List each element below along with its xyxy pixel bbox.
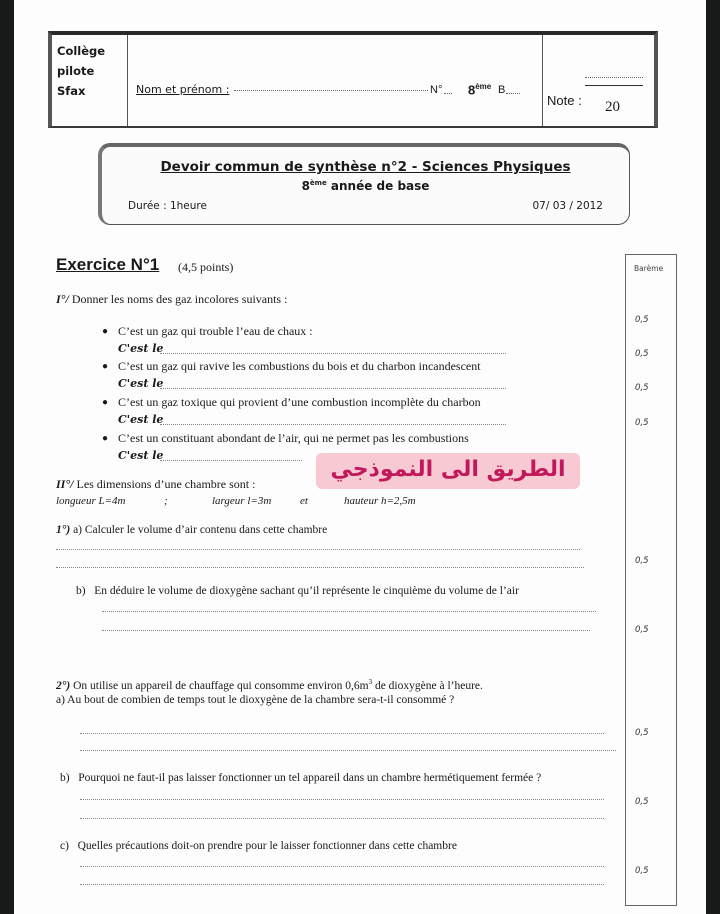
number-field[interactable]: [444, 93, 452, 94]
answer-line[interactable]: [160, 353, 506, 354]
question-2c: c) Quelles précautions doit-on prendre pour le laisser fonctionner dans cette chambre: [60, 840, 457, 852]
grading-column: [625, 254, 677, 906]
question-1a: 1°) a) Calculer le volume d’air contenu dans cette chambre: [56, 524, 328, 536]
question-2-intro: 2°) On utilise un appareil de chauffage qui consomme environ $0,6m^3$ de dioxygène à l’heure.: [56, 678, 483, 692]
answer-line[interactable]: [80, 750, 616, 751]
note-label: Note :: [547, 93, 582, 108]
student-header-table: [48, 31, 658, 128]
school-name: [57, 41, 105, 101]
grading-points: 0,5: [635, 556, 649, 566]
exam-page: [14, 0, 706, 914]
gas-question: C’est un constituant abondant de l’air, qui ne permet pas les combustions: [118, 431, 469, 445]
number-label: N°: [430, 84, 443, 96]
answer-prefix: C'est le: [118, 342, 164, 355]
class-section-field[interactable]: [506, 93, 520, 94]
grading-points: 0,5: [635, 728, 649, 738]
dimension-length: longueur L=4m: [56, 495, 126, 507]
grading-points: 0,5: [635, 866, 649, 876]
gas-question: C’est un gaz toxique qui provient d’une combustion incomplète du charbon: [118, 395, 481, 409]
answer-line[interactable]: [160, 388, 506, 389]
bullet-icon: ●: [102, 433, 109, 444]
grading-points: 0,5: [635, 383, 649, 393]
bullet-icon: ●: [102, 326, 109, 337]
answer-line[interactable]: [56, 549, 580, 550]
question-1b: b) En déduire le volume de dioxygène sachant qu’il représente le cinquième du volume de l’air: [76, 585, 519, 597]
question-2a: a) Au bout de combien de temps tout le dioxygène de la chambre sera-t-il consommé ?: [56, 694, 455, 706]
answer-prefix: C'est le: [118, 377, 164, 390]
answer-line[interactable]: [80, 884, 604, 885]
grading-points: 0,5: [635, 797, 649, 807]
school-line: Collège: [57, 44, 106, 58]
grading-points: 0,5: [635, 625, 649, 635]
answer-prefix: C'est le: [118, 449, 164, 462]
grading-points: 0,5: [635, 349, 649, 359]
answer-line[interactable]: [102, 611, 596, 612]
answer-line[interactable]: [80, 799, 604, 800]
watermark-banner: الطريق الى النموذجي: [316, 453, 580, 489]
gas-question: C’est un gaz qui trouble l’eau de chaux :: [118, 324, 313, 338]
grading-points: 0,5: [635, 315, 649, 325]
name-label: Nom et prénom :: [136, 83, 230, 96]
answer-line[interactable]: [160, 424, 506, 425]
note-denominator: 20: [605, 99, 620, 115]
school-line: pilote: [57, 64, 95, 78]
dimension-width: largeur l=3m: [212, 495, 272, 507]
exam-level: 8ème année de base: [301, 179, 430, 193]
name-field[interactable]: [234, 90, 428, 91]
question-2b: b) Pourquoi ne faut-il pas laisser fonctionner un tel appareil dans un chambre hermétiquement fermée ?: [60, 772, 542, 784]
note-cell: [542, 35, 654, 126]
answer-line[interactable]: [56, 567, 584, 568]
answer-line[interactable]: [80, 818, 604, 819]
grading-column-title: Barème: [634, 264, 664, 273]
answer-line[interactable]: [80, 866, 604, 867]
dimension-and: et: [300, 495, 308, 507]
bullet-icon: ●: [102, 361, 109, 372]
grading-points: 0,5: [635, 418, 649, 428]
answer-line[interactable]: [102, 630, 590, 631]
exercise-title: Exercice N°1: [56, 255, 160, 274]
exam-duration: Durée : 1heure: [128, 200, 207, 212]
exam-title: Devoir commun de synthèse n°2 - Sciences Physiques: [160, 159, 571, 175]
part2-intro: II°/ Les dimensions d’une chambre sont :: [56, 477, 256, 491]
exam-title-box: [98, 143, 630, 225]
dimension-separator: ;: [164, 495, 168, 507]
school-line: Sfax: [57, 84, 86, 98]
exercise-points: (4,5 points): [178, 260, 234, 274]
class-level: 8ème: [468, 82, 492, 98]
bullet-icon: ●: [102, 397, 109, 408]
note-field[interactable]: [585, 77, 643, 78]
answer-prefix: C'est le: [118, 413, 164, 426]
part1-instruction: I°/ Donner les noms des gaz incolores suivants :: [56, 292, 288, 306]
answer-line[interactable]: [80, 733, 604, 734]
dimension-height: hauteur h=2,5m: [344, 495, 416, 507]
note-fraction-bar: [585, 85, 643, 86]
answer-line[interactable]: [160, 460, 302, 461]
class-section: B: [498, 84, 506, 96]
school-cell: [52, 35, 128, 126]
exam-date: 07/ 03 / 2012: [532, 200, 603, 212]
gas-question: C’est un gaz qui ravive les combustions du bois et du charbon incandescent: [118, 359, 481, 373]
